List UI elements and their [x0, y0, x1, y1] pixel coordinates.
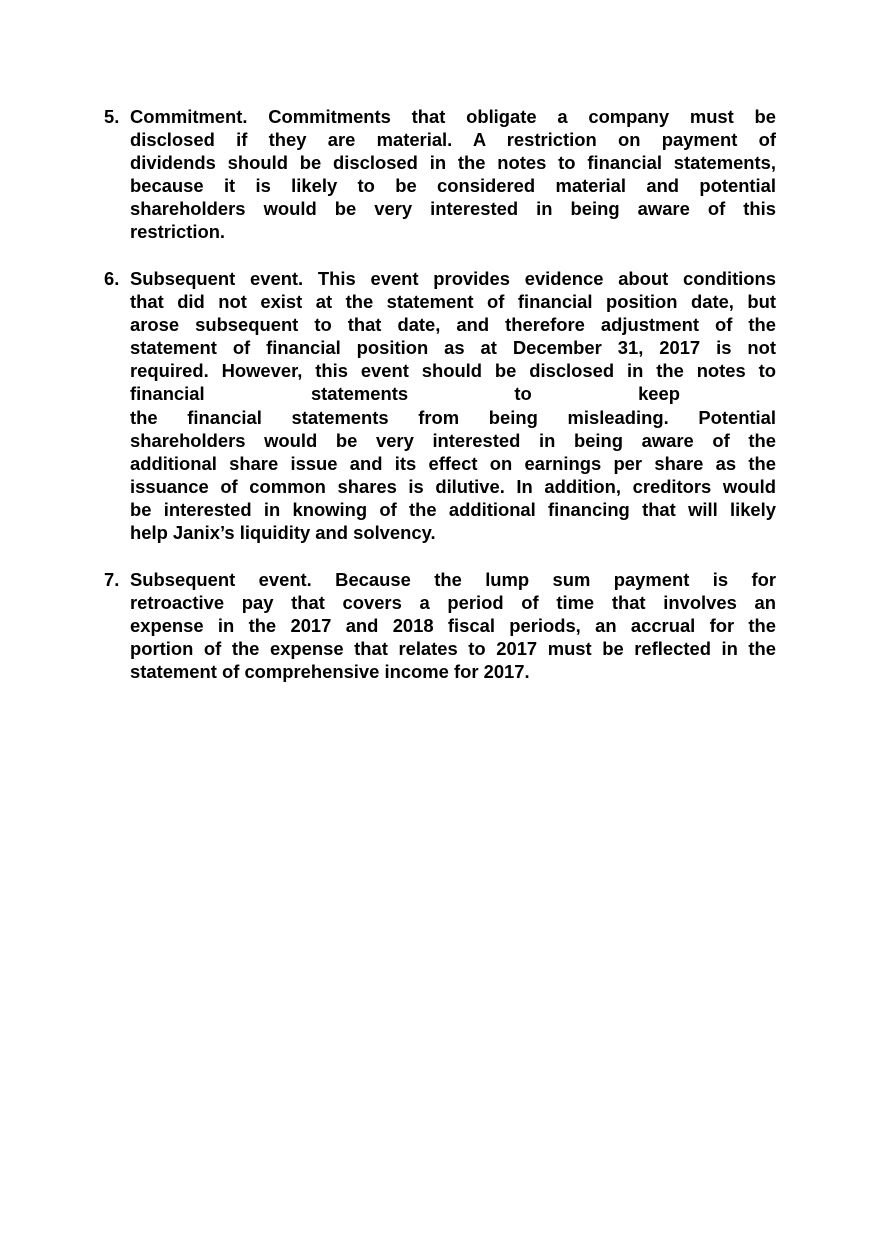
item-text-line: shareholders would be very interested in being aware of this	[130, 198, 776, 220]
item-text-line: portion of the expense that relates to 2017 must be reflected in the	[130, 638, 776, 660]
item-text-line: expense in the 2017 and 2018 fiscal periods, an accrual for the	[130, 615, 776, 637]
item-text-line: restriction.	[130, 221, 226, 243]
item-text-line: required. However, this event should be disclosed in the notes to	[130, 360, 776, 382]
item-text-line: statement of financial position as at December 31, 2017 is not	[130, 337, 776, 359]
item-text-line: Commitment. Commitments that obligate a company must be	[130, 106, 776, 127]
item-text-line: statement of comprehensive income for 2017.	[130, 661, 530, 683]
item-text-line: because it is likely to be considered material and potential	[130, 175, 776, 197]
list-item-6	[104, 267, 776, 544]
item-text-line: dividends should be disclosed in the notes to financial statements,	[130, 152, 776, 174]
item-text-line: financial statements to keep	[130, 383, 680, 405]
item-number: 5.	[104, 106, 120, 127]
list-item-7	[104, 568, 776, 683]
item-text-line: be interested in knowing of the additional financing that will likely	[130, 498, 776, 520]
item-number: 6.	[104, 268, 120, 289]
item-text-line: retroactive pay that covers a period of time that involves an	[130, 592, 776, 614]
item-text-line: the financial statements from being misleading. Potential	[130, 406, 776, 428]
item-text-line: that did not exist at the statement of financial position date, but	[130, 291, 776, 313]
item-number: 7.	[104, 569, 120, 590]
item-text-line: shareholders would be very interested in being aware of the	[130, 429, 776, 451]
item-text-line: issuance of common shares is dilutive. In addition, creditors would	[130, 475, 776, 497]
item-text-line: help Janix’s liquidity and solvency.	[130, 522, 436, 544]
item-text-line: arose subsequent to that date, and therefore adjustment of the	[130, 314, 776, 336]
item-text-line: Subsequent event. Because the lump sum payment is for	[130, 569, 776, 590]
item-text-line: additional share issue and its effect on earnings per share as the	[130, 452, 776, 474]
item-text-line: disclosed if they are material. A restriction on payment of	[130, 129, 776, 151]
list-item-5	[104, 105, 776, 244]
item-text-line: Subsequent event. This event provides evidence about conditions	[130, 268, 776, 289]
